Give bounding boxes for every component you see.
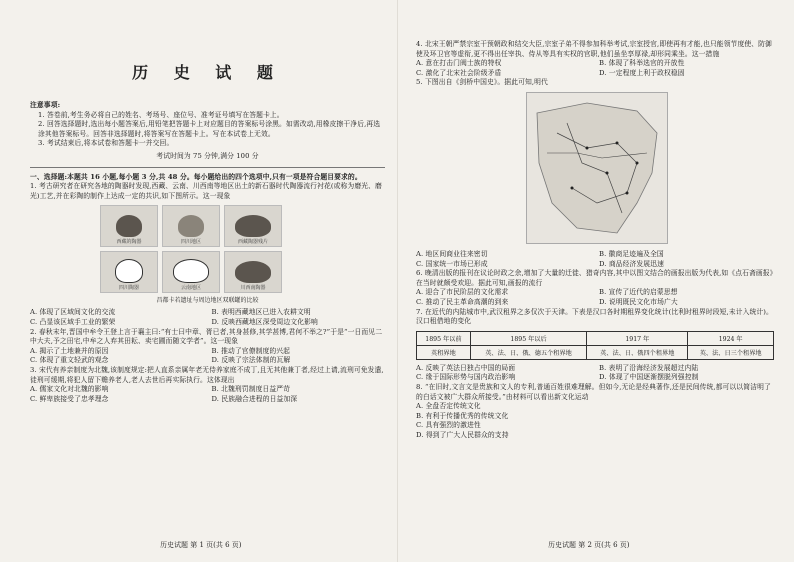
option: A. 儒家文化对北魏的影响	[30, 385, 109, 394]
map-illustration	[527, 93, 667, 243]
option: D. 反映西藏地区深受周边文化影响	[211, 317, 318, 326]
option: D. 得到了广大人民群众的支持	[416, 430, 509, 439]
option: D. 民族融合进程的日益加深	[211, 394, 298, 403]
pottery-image: 四川陶器	[100, 251, 158, 293]
option: A. 意在打击门阀士族的特权	[416, 59, 502, 68]
exam-title: 历 史 试 题	[132, 63, 283, 82]
q7-options	[416, 364, 774, 383]
option: D. 体现了中国逐渐摆脱列强控制	[599, 373, 699, 382]
page-footer: 历史试题 第 1 页(共 6 页)	[160, 541, 242, 549]
section-heading: 一、选择题:本题共 16 小题,每小题 3 分,共 48 分。每小题给出的四个选项中,只有一项是符合题目要求的。	[30, 172, 362, 181]
option: C. 鲜卑族接受了忠孝理念	[30, 394, 109, 403]
q1-images-row-1	[100, 205, 385, 247]
pottery-image: 西藏的陶器	[100, 205, 158, 247]
question-3: 3. 宋代有养亲制度为北魏,该制度规定:把人直系亲属年老无侍养家庭不成丁,且无其他兼丁者,经过上请,流刑可免发遣,徒刑可缓期,将犯人留下赡养老人,老人去世后再实际执行。这体现出	[30, 365, 384, 384]
pottery-image: 四川地区	[162, 205, 220, 247]
pottery-image: 川西南陶器	[224, 251, 282, 293]
question-6: 6. 晚清出版的报刊在议论时政之余,增加了大量的迁徙、猎奇内容,其中以图文结合的画报出版为代表,如《点石斋画报》在当时就颇受欢迎。据此可知,画报的流行	[416, 269, 774, 287]
table-cell: 英、法、日、俄四个租界地	[587, 345, 688, 359]
option: A. 揭示了土地兼并的原因	[30, 346, 109, 355]
table-cell: 英、法、日、俄、德五个租界地	[470, 345, 586, 359]
q1-images-row-2	[100, 251, 385, 293]
pottery-image: 云南地区	[162, 251, 220, 293]
question-8: 8. “在旧时,文言文是贵族和文人的专利,普通百姓很难理解。但如今,无论是经典著作,还是民间传统,都可以以简洁明了的白话文被广大群众所接受。”由材料可以看出新文化运动	[416, 382, 771, 401]
option: D. 反映了宗法体制的瓦解	[211, 356, 291, 365]
option: B. 徽商足迹遍及全国	[599, 249, 664, 258]
option: D. 商品经济发展迅速	[599, 259, 665, 268]
option: B. 表明了沿海经济发展超过内陆	[599, 363, 699, 372]
option: D. 说明既民文化市场广大	[599, 297, 678, 306]
option: B. 有利于传播优秀的传统文化	[416, 411, 509, 420]
notice-heading: 注意事项:	[30, 101, 61, 109]
option: A. 地区间商业往来密切	[416, 249, 488, 258]
option: C. 国家统一市场已形成	[416, 259, 488, 268]
question-1: 1. 考古研究者在研究各地的陶器时发现,西藏、云南、川西南等地区出土的新石器时代陶器流行衬花(或称为磨光、磨光)工艺,并在彩陶的制作上达成一定的共识,如下图所示。这一现象	[30, 182, 382, 200]
option: B. 表明西藏地区已进入农耕文明	[211, 308, 311, 317]
question-7: 7. 在近代的内陆城市中,武汉租界之多仅次于天津。下表是汉口各时期租界变化统计(比利时租界时段短,未计入统计)。汉口租借地的变化	[416, 307, 773, 326]
exam-info: 考试时间为 75 分钟,满分 100 分	[156, 151, 259, 160]
option: A. 反映了英法日独占中国的局面	[416, 363, 516, 372]
table-cell: 1924 年	[688, 331, 774, 345]
q5-options	[416, 250, 774, 269]
notice-1: 1. 答卷前,考生务必将自己的姓名、考场号、座位号、准考证号填写在答题卡上。	[38, 110, 284, 119]
q4-options	[416, 59, 774, 78]
question-2: 2. 春秋末年,晋国中牟令王登上言于襄主曰:“有士曰中章、胥已者,其身甚修,其学甚博,君何不举之?”于是“一日而见二中大夫,予之田宅,中牟之人弃其田耘、卖宅圃而随文学者”。这一现象	[30, 327, 383, 346]
notice-2: 2. 回答选择题时,选出每小题答案后,用铅笔把答题卡上对应题目的答案标号涂黑。如需改动,用橡皮擦干净后,再选涂其他答案标号。回答非选择题时,将答案写在答题卡上。写在本试卷上无效。	[38, 120, 381, 138]
q1-caption: 昌都卡若遗址与周边地区双联罐的比较	[156, 297, 259, 305]
ming-trade-map	[526, 92, 668, 244]
notice-3: 3. 考试结束后,将本试卷和答题卡一并交回。	[38, 139, 174, 148]
option: C. 激化了北宋社会阶级矛盾	[416, 68, 502, 77]
option: B. 体现了科举选官的开放性	[599, 59, 685, 68]
option: A. 迎合了市民阶层的文化需求	[416, 288, 509, 297]
table-cell: 1895 年以前	[417, 331, 471, 345]
option: A. 全盘否定传统文化	[416, 402, 481, 411]
option: D. 一定程度上利于政权稳固	[599, 68, 685, 77]
q6-options	[416, 288, 774, 307]
q1-options	[30, 308, 385, 327]
concession-table	[416, 331, 774, 360]
option: B. 宣传了近代的启蒙思想	[599, 288, 678, 297]
table-row	[417, 331, 774, 345]
divider	[30, 167, 385, 168]
q3-options	[30, 385, 385, 404]
q2-options	[30, 347, 385, 366]
question-5: 5. 下图出自《剑桥中国史》。据此可知,明代	[416, 78, 548, 87]
option: C. 凸显该区域手工业的繁荣	[30, 317, 116, 326]
option: C. 缘于国际形势与国内政治影响	[416, 373, 516, 382]
option: B. 推动了官僚制度的兴起	[211, 346, 291, 355]
table-cell: 1895 年以后	[470, 331, 586, 345]
table-cell: 1917 年	[587, 331, 688, 345]
page-right	[397, 0, 794, 562]
option: A. 体现了区域间文化的交流	[30, 308, 116, 317]
q8-options	[416, 402, 774, 440]
table-cell: 英、法、日三个租界地	[688, 345, 774, 359]
question-4: 4. 北宋王朝严禁宗室干预朝政和结交大臣,宗室子弟不得参加科举考试,宗室授官,即使再有才能,也只能领节度使、防御使及环卫官等虚衔,更不得出任宰执、侍从等具有实权的官职,他们虽坐享厚禄,却形同乘坐。这一措施	[416, 40, 772, 58]
option: C. 推动了民主革命高潮的到来	[416, 297, 509, 306]
table-cell: 英租界地	[417, 345, 471, 359]
table-row	[417, 345, 774, 359]
option: B. 北魏刑罚制度日益严苛	[211, 385, 291, 394]
option: C. 体现了重文轻武的观念	[30, 356, 109, 365]
pottery-image: 西藏陶器残片	[224, 205, 282, 247]
option: C. 具有强烈的激进性	[416, 421, 481, 430]
page-footer: 历史试题 第 2 页(共 6 页)	[548, 541, 630, 549]
